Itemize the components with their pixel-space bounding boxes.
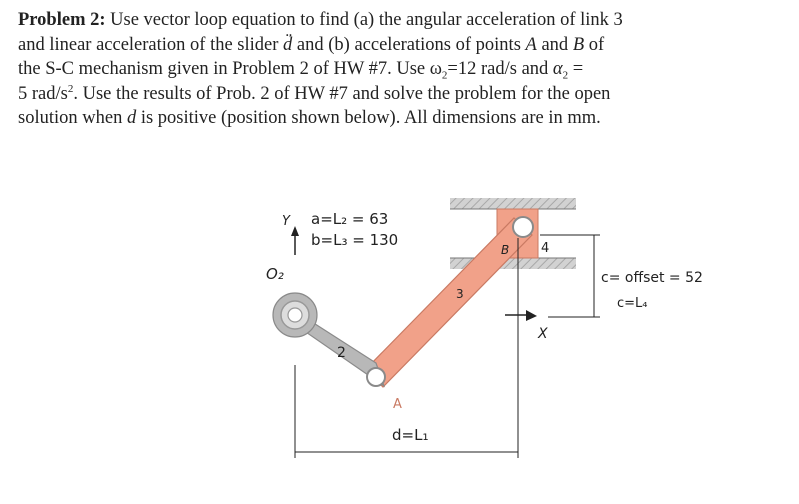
joint-a [367, 368, 385, 386]
d-symbol: d [126, 108, 137, 129]
problem-text-segment: =12 rad/s and [447, 59, 553, 80]
problem-text-segment: and (b) accelerations of points [292, 34, 526, 55]
joint-b [513, 217, 533, 237]
slider-label: 4 [541, 241, 550, 256]
point-b-symbol: B [572, 34, 585, 55]
label-a-length: a=L₂ = 63 [311, 210, 389, 228]
problem-heading: Problem 2: [18, 10, 106, 30]
point-b-label: B [501, 243, 510, 257]
problem-text-segment: = [568, 59, 584, 80]
problem-text-segment: Use vector loop equation to find (a) the angular acceleration of link 3 [105, 10, 623, 30]
problem-text-segment: solution when [18, 108, 127, 129]
alpha-subscript: 2 [562, 69, 569, 82]
units-superscript: 2 [67, 82, 74, 95]
point-a-symbol: A [525, 34, 537, 55]
y-axis-arrowhead [291, 226, 299, 236]
problem-text-segment: is positive (position shown below). All dimensions are in mm. [136, 108, 601, 129]
label-b-length: b=L₃ = 130 [311, 231, 399, 249]
link-2-label: 2 [337, 345, 346, 361]
point-a-label: A [393, 397, 402, 412]
problem-text-segment: and linear acceleration of the slider [18, 34, 284, 55]
problem-text-segment: and [536, 34, 573, 55]
x-axis-label: X [538, 326, 548, 342]
offset-sub-label: c=L₄ [617, 296, 648, 311]
upper-ground-rail [450, 198, 576, 209]
problem-text-segment: the S-C mechanism given in Problem 2 of HW #7. Use ω [18, 59, 442, 80]
pivot-o2-pin [288, 308, 302, 322]
omega-subscript: 2 [441, 69, 448, 82]
pivot-o2-label: O₂ [266, 265, 284, 283]
y-axis-label: Y [282, 214, 290, 229]
link-3-label: 3 [456, 287, 464, 301]
alpha-symbol: α [552, 59, 563, 80]
offset-label: c= offset = 52 [601, 270, 703, 286]
problem-text-segment: of [584, 34, 605, 55]
problem-text-segment: 5 rad/s [18, 83, 68, 104]
d-dimension-label: d=L₁ [392, 426, 429, 444]
slider-acceleration-symbol: d̈ [283, 34, 293, 55]
problem-text-segment: . Use the results of Prob. 2 of HW #7 and solve the problem for the open [73, 83, 611, 104]
x-axis-arrowhead [526, 310, 537, 321]
